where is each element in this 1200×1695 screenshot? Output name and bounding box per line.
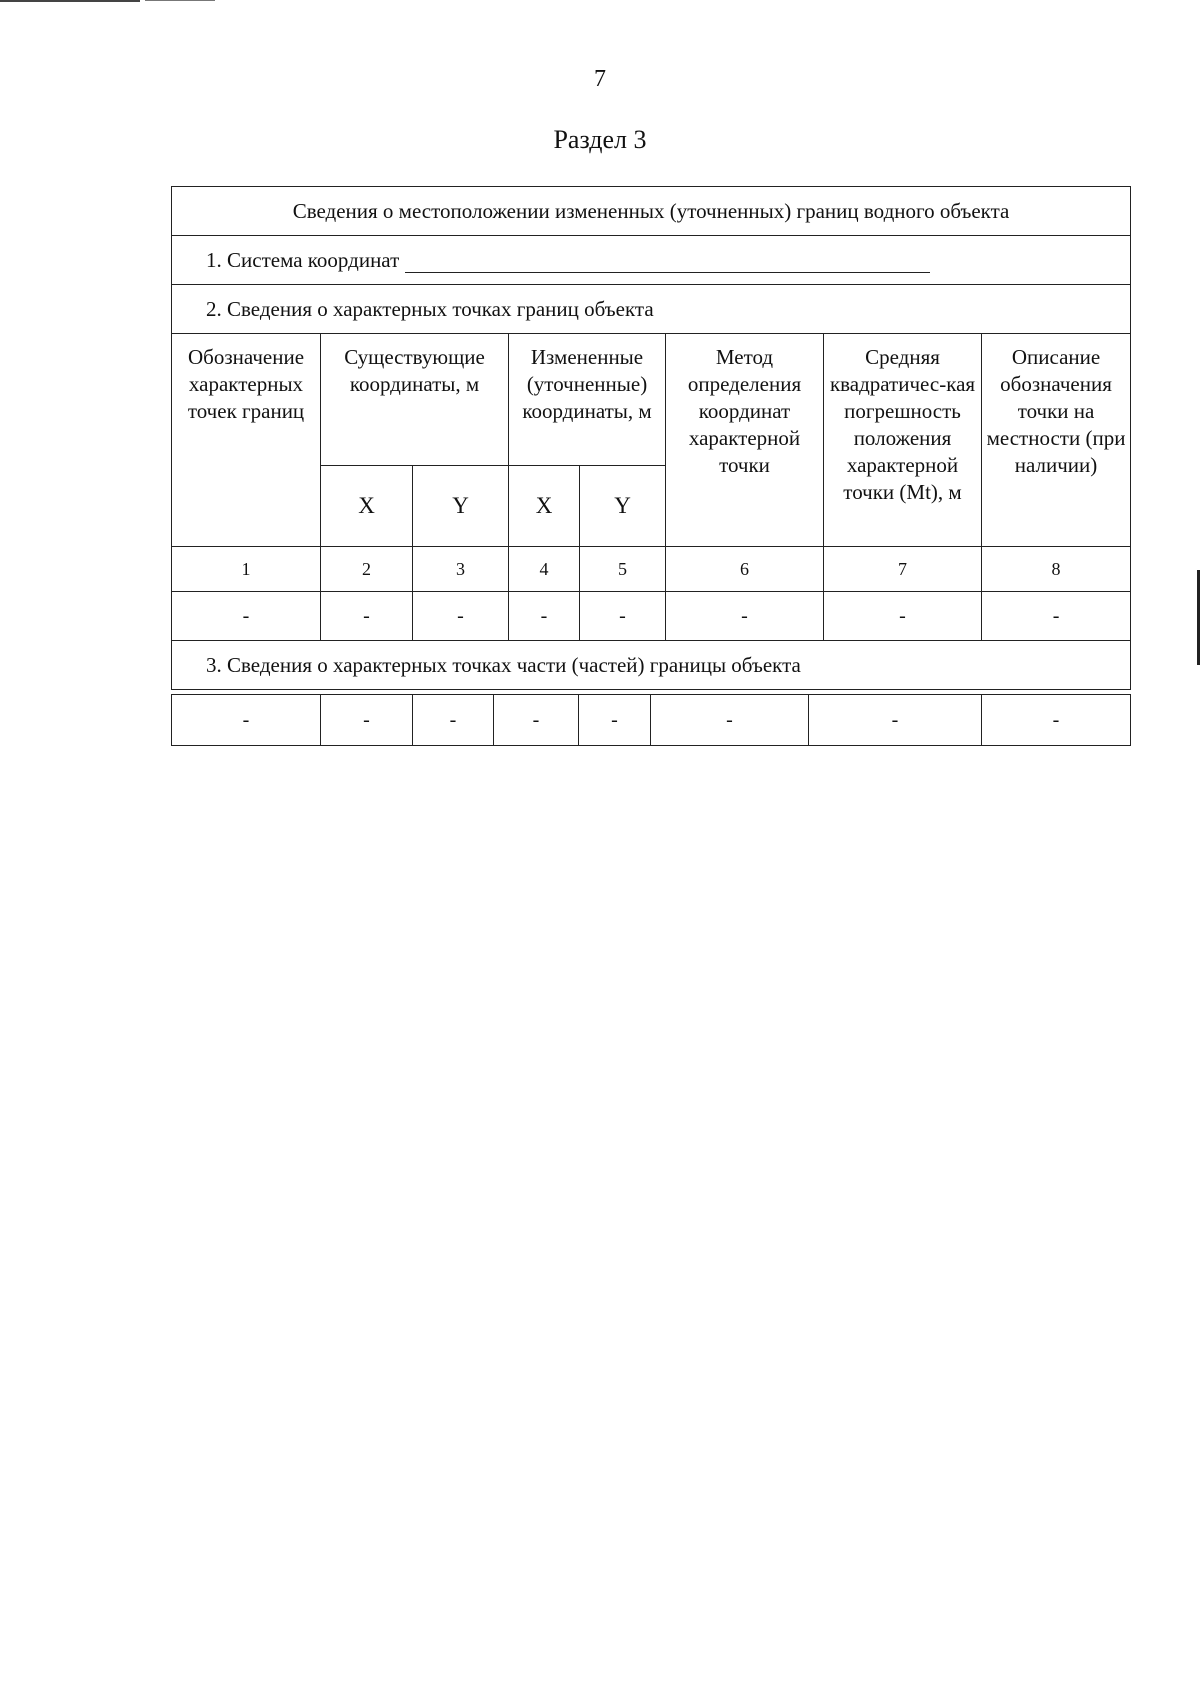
- col-header-description: Описание обозначения точки на местности (при наличии): [982, 334, 1131, 547]
- subheader-existing-x: X: [321, 466, 413, 547]
- col-header-point-designation: Обозначение характерных точек границ: [172, 334, 321, 547]
- boundary-table: [171, 186, 1131, 690]
- scan-top-rule-short: [145, 0, 215, 1]
- table-cell: -: [494, 695, 579, 746]
- table-cell: -: [579, 695, 651, 746]
- col-header-method: Метод определения координат характерной точки: [666, 334, 824, 547]
- coord-system-blank: [405, 250, 930, 273]
- col-header-mean-error: Средняя квадратичес-кая погрешность положения характерной точки (Mt), м: [824, 334, 982, 547]
- col-header-existing-coords: Существующие координаты, м: [321, 334, 509, 466]
- column-number: 4: [509, 547, 580, 592]
- page-number: 7: [594, 66, 606, 92]
- table-cell: -: [809, 695, 982, 746]
- table-cell: -: [982, 695, 1131, 746]
- table-cell: -: [509, 592, 580, 641]
- table-cell: -: [413, 592, 509, 641]
- column-number: 6: [666, 547, 824, 592]
- table-cell: -: [321, 592, 413, 641]
- table-cell: -: [172, 592, 321, 641]
- table-row: [172, 592, 1131, 641]
- points-heading: 2. Сведения о характерных точках границ объекта: [172, 285, 1131, 334]
- table-cell: -: [413, 695, 494, 746]
- part-points-table: [171, 694, 1131, 746]
- column-number: 7: [824, 547, 982, 592]
- table-cell: -: [982, 592, 1131, 641]
- column-number: 5: [580, 547, 666, 592]
- table-cell: -: [580, 592, 666, 641]
- subheader-existing-y: Y: [413, 466, 509, 547]
- table-row: [172, 695, 1131, 746]
- column-number: 3: [413, 547, 509, 592]
- column-number-row: [172, 547, 1131, 592]
- table-cell: -: [321, 695, 413, 746]
- col-header-changed-coords: Измененные (уточненные) координаты, м: [509, 334, 666, 466]
- coord-system-row: [172, 236, 1131, 285]
- subheader-changed-x: X: [509, 466, 580, 547]
- coord-system-label: 1. Система координат: [206, 247, 400, 272]
- table-cell: -: [651, 695, 809, 746]
- table-cell: -: [172, 695, 321, 746]
- column-number: 2: [321, 547, 413, 592]
- subheader-changed-y: Y: [580, 466, 666, 547]
- column-number: 1: [172, 547, 321, 592]
- part-points-heading: 3. Сведения о характерных точках части (частей) границы объекта: [172, 641, 1131, 690]
- column-number: 8: [982, 547, 1131, 592]
- table-cell: -: [824, 592, 982, 641]
- scan-top-rule: [0, 0, 140, 2]
- table-title: Сведения о местоположении измененных (уточненных) границ водного объекта: [172, 187, 1131, 236]
- table-cell: -: [666, 592, 824, 641]
- section-title: Раздел 3: [553, 125, 647, 154]
